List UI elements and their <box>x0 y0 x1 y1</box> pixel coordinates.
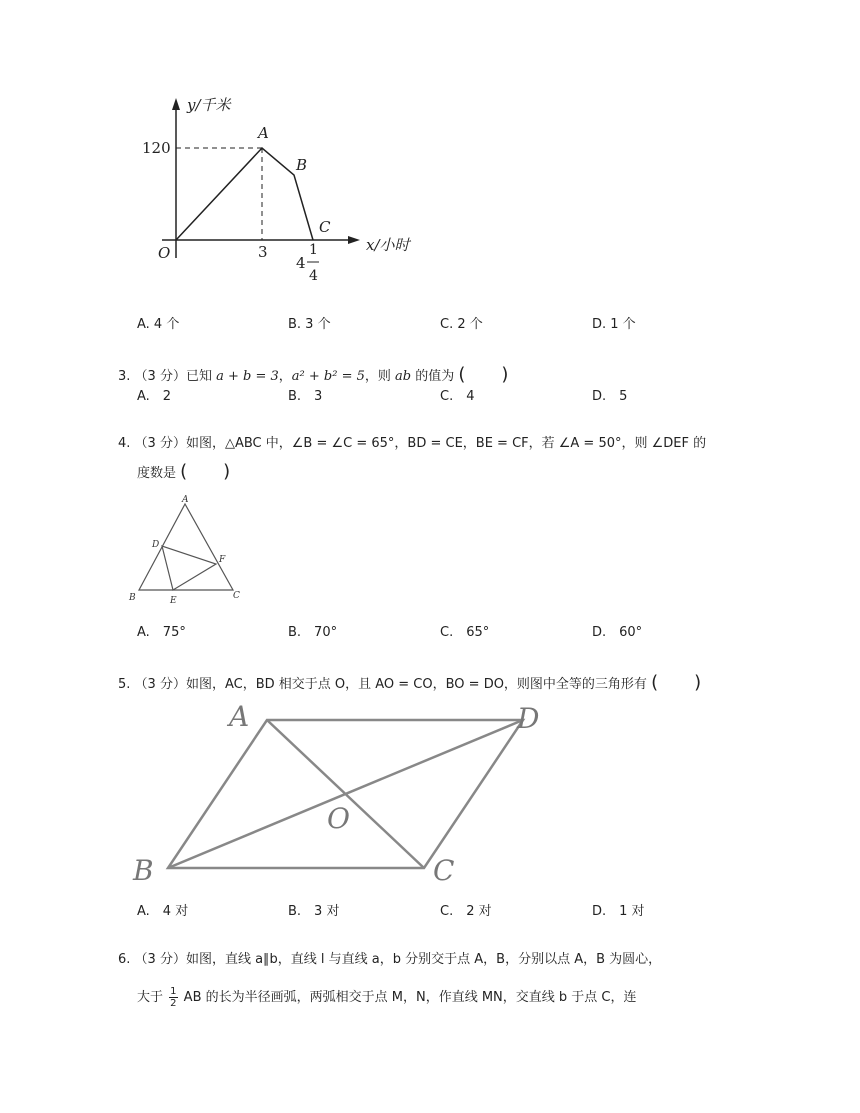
q6-line2-post: AB 的长为半径画弧，两弧相交于点 M，N，作直线 MN，交直线 b 于点 C，连 <box>183 990 637 1005</box>
q5-number: 5. <box>118 677 131 692</box>
q2-option-c[interactable]: C. 2 个 <box>440 317 483 332</box>
q3-stem <box>118 360 508 386</box>
y-axis-label: y/千米 <box>187 96 231 114</box>
fig5-label-b: B <box>133 854 154 887</box>
x-axis-label: x/小时 <box>366 236 410 254</box>
q6-number: 6. <box>118 952 131 967</box>
q3-score: （3 分）已知 <box>134 369 212 384</box>
q6-frac-num: 1 <box>170 986 177 997</box>
q6-line2-pre: 大于 <box>137 990 164 1005</box>
fig4-label-e: E <box>170 596 177 606</box>
q3-option-a[interactable]: A. 2 <box>137 389 172 404</box>
q4-answer-bracket: ( ) <box>180 461 231 482</box>
q4-number: 4. <box>118 436 131 451</box>
fig5-label-a: A <box>229 700 250 733</box>
fig5-label-o: O <box>327 802 350 835</box>
q4-option-b[interactable]: B. 70° <box>288 625 338 640</box>
q5-stem <box>118 668 701 694</box>
q3-option-b[interactable]: B. 3 <box>288 389 323 404</box>
q3-answer-bracket: ( ) <box>458 364 509 385</box>
y-axis-arrow <box>172 98 180 110</box>
q5-option-d[interactable]: D. 1 对 <box>592 904 645 919</box>
fig5-label-d: D <box>517 702 540 735</box>
q5-parallelogram-figure <box>125 698 555 890</box>
q4-option-c[interactable]: C. 65° <box>440 625 490 640</box>
q5-option-a[interactable]: A. 4 对 <box>137 904 189 919</box>
point-c-label: C <box>319 218 331 236</box>
x-tick-whole: 4 <box>296 254 306 272</box>
x-tick-num: 1 <box>309 242 318 258</box>
fig4-label-f: F <box>219 555 226 565</box>
origin-label: O <box>158 244 171 262</box>
fig4-label-b: B <box>129 593 136 603</box>
q4-option-a[interactable]: A. 75° <box>137 625 186 640</box>
q5-text: （3 分）如图，AC，BD 相交于点 O，且 AO = CO，BO = DO，则图中全等的三角形有 <box>134 677 647 692</box>
fig4-label-a: A <box>182 495 189 505</box>
q3-comma: ， <box>278 369 292 384</box>
x-axis-arrow <box>348 236 360 244</box>
q3-tail: ，则 <box>364 369 391 384</box>
x-tick-den: 4 <box>309 268 318 284</box>
fig4-label-c: C <box>233 591 240 601</box>
q2-graph-figure <box>140 90 430 295</box>
q4-line1-text: （3 分）如图，△ABC 中，∠B = ∠C = 65°，BD = CE，BE = CF，若 ∠A = 50°，则 ∠DEF 的 <box>134 436 707 451</box>
diagonal-bd <box>168 720 523 868</box>
q3-tail2: 的值为 <box>415 369 455 384</box>
q6-line1-text: （3 分）如图，直线 a∥b，直线 l 与直线 a，b 分别交于点 A，B，分别以点 A，B 为圆心， <box>134 952 662 967</box>
q2-option-d[interactable]: D. 1 个 <box>592 317 636 332</box>
q5-answer-bracket: ( ) <box>651 672 702 693</box>
triangle-def <box>162 546 216 590</box>
y-tick-120: 120 <box>142 139 171 157</box>
q3-option-d[interactable]: D. 5 <box>592 389 628 404</box>
q4-option-d[interactable]: D. 60° <box>592 625 643 640</box>
q3-number: 3. <box>118 369 131 384</box>
fig5-label-c: C <box>433 854 455 887</box>
q4-stem-line1 <box>118 432 706 451</box>
q3-expr: ab <box>395 369 412 384</box>
q5-option-c[interactable]: C. 2 对 <box>440 904 492 919</box>
q6-stem-line1 <box>118 948 661 967</box>
x-tick-3: 3 <box>258 243 268 261</box>
q4-stem-line2 <box>137 457 230 483</box>
q5-option-b[interactable]: B. 3 对 <box>288 904 340 919</box>
q2-option-b[interactable]: B. 3 个 <box>288 317 331 332</box>
q2-option-a[interactable]: A. 4 个 <box>137 317 180 332</box>
q3-option-c[interactable]: C. 4 <box>440 389 475 404</box>
q4-triangle-figure <box>125 492 245 607</box>
q3-cond2: a² + b² = 5 <box>291 369 365 384</box>
distance-polyline <box>176 148 313 240</box>
fig4-label-d: D <box>152 540 160 550</box>
q6-frac-den: 2 <box>170 998 177 1009</box>
q6-fraction <box>169 986 177 1009</box>
point-a-label: A <box>258 124 269 142</box>
q4-line2-text: 度数是 <box>137 466 177 481</box>
point-b-label: B <box>296 156 308 174</box>
q6-stem-line2 <box>137 986 637 1009</box>
q3-cond1: a + b = 3 <box>216 369 279 384</box>
